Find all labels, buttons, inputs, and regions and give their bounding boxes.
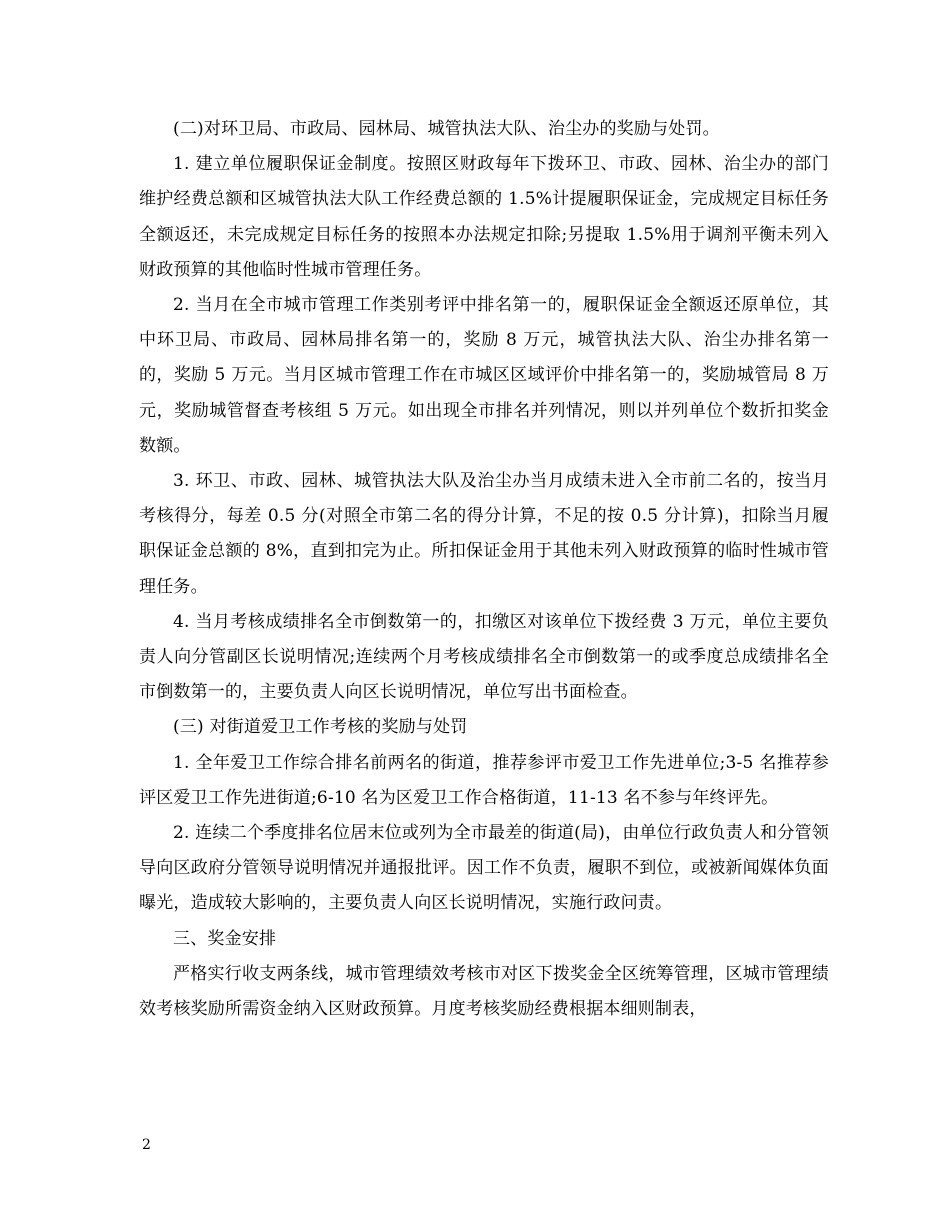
document-body — [139, 112, 829, 1027]
list-item-3: 3. 环卫、市政、园林、城管执法大队及治尘办当月成绩未进入全市前二名的，按当月考核得分，每差 0.5 分(对照全市第二名的得分计算，不足的按 0.5 分计算)，扣除当月履职保证金总额的 8%，直到扣完为止。所扣保证金用于其他未列入财政预算的临时性城市管理任务。 — [139, 471, 829, 597]
list-item-2: 2. 连续二个季度排名位居末位或列为全市最差的街道(局)，由单位行政负责人和分管领导向区政府分管领导说明情况并通报批评。因工作不负责，履职不到位，或被新闻媒体负面曝光，造成较大影响的，主要负责人向区长说明情况，实施行政问责。 — [139, 823, 829, 914]
section-heading-2: (二)对环卫局、市政局、园林局、城管执法大队、治尘办的奖励与处罚。 — [173, 119, 720, 139]
list-item-4: 4. 当月考核成绩排名全市倒数第一的，扣缴区对该单位下拨经费 3 万元，单位主要负责人向分管副区长说明情况;连续两个月考核成绩排名全市倒数第一的或季度总成绩排名全市倒数第一的，主要负责人向区长说明情况，单位写出书面检查。 — [139, 611, 829, 703]
section-heading: 三、奖金安排 — [173, 928, 277, 949]
section-heading-3: (三) 对街道爱卫工作考核的奖励与处罚 — [173, 717, 468, 738]
page-number: 2 — [142, 1137, 151, 1153]
list-item-1: 1. 建立单位履职保证金制度。按照区财政每年下拨环卫、市政、园林、治尘办的部门维护经费总额和区城管执法大队工作经费总额的 1.5%计提履职保证金，完成规定目标任务全额返还，未完成规定目标任务的按照本办法规定扣除;另提取 1.5%用于调剂平衡未列入财政预算的其他临时性城市管理任务。 — [139, 154, 829, 280]
list-item-2: 2. 当月在全市城市管理工作类别考评中排名第一的，履职保证金全额返还原单位，其中环卫局、市政局、园林局排名第一的，奖励 8 万元，城管执法大队、治尘办排名第一的，奖励 5 万元。当月区城市管理工作在市城区区域评价中排名第一的，奖励城管局 8 万元，奖励城管督查考核组 5 万元。如出现全市排名并列情况，则以并列单位个数折扣奖金数额。 — [139, 295, 829, 456]
paragraph: 严格实行收支两条线，城市管理绩效考核市对区下拨奖金全区统筹管理，区城市管理绩效考核奖励所需资金纳入区财政预算。月度考核奖励经费根据本细则制表， — [139, 963, 829, 1020]
list-item-1: 1. 全年爱卫工作综合排名前两名的街道，推荐参评市爱卫工作先进单位;3-5 名推荐参评区爱卫工作先进街道;6-10 名为区爱卫工作合格街道，11-13 名不参与年终评先。 — [139, 752, 829, 808]
